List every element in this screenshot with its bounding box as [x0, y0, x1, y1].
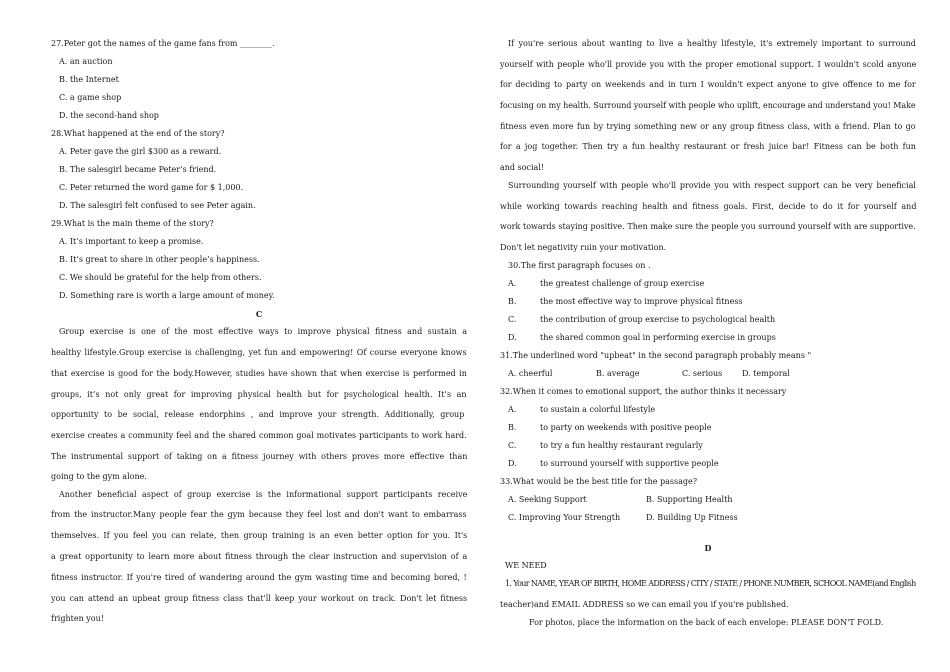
q30-option-c [508, 315, 775, 325]
q27-stem: 27.Peter got the names of the game fans from ________. [51, 39, 275, 48]
q32-stem: 32.When it comes to emotional support, the author thinks it necessary [500, 387, 787, 396]
q27-option-c: C. a game shop [59, 93, 122, 102]
item1-line2: teacher)and EMAIL ADDRESS so we can email you if you're published. [500, 600, 789, 609]
passage-c-para4-line: Don't let negativity ruin your motivation. [500, 243, 667, 252]
q29-stem: 29.What is the main theme of the story? [51, 219, 214, 228]
option-text: the shared common goal in performing exercise in groups [540, 333, 776, 342]
q31-option-a: A. cheerful [508, 369, 553, 378]
item1-line1: 1. Your NAME, YEAR OF BIRTH, HOME ADDRESS / CITY / STATE / PHONE NUMBER, SCHOOL NAME(and English [505, 579, 916, 588]
passage-c-para3-line: If you're serious about wanting to live a healthy lifestyle, it's extremely important to surround [508, 39, 916, 48]
passage-c-para1-line: The instrumental support of taking on a fitness journey with others proves more effective than [51, 452, 468, 461]
passage-c-para3-line: for a jog together. Then try a fun healthy restaurant or fresh juice bar! Fitness can be both fun [500, 142, 916, 151]
passage-c-para2-line: a great opportunity to learn more about fitness through the clear instruction and supervision of a [51, 552, 468, 561]
q32-option-a [508, 405, 655, 415]
q31-options-row [508, 369, 790, 379]
q33-options-row-2 [508, 513, 738, 523]
passage-c-para3-line: focusing on my health. Surround yourself with people who uplift, encourage and understand you! Make [500, 101, 916, 110]
q32-option-b [508, 423, 711, 433]
q28-stem: 28.What happened at the end of the story? [51, 129, 225, 138]
passage-c-para1-line: Group exercise is one of the most effective ways to improve physical fitness and sustain a [59, 327, 467, 336]
passage-c-para2-line: from the instructor.Many people fear the gym because they feel lost and don't want to embarrass [51, 510, 467, 519]
q29-option-a: A. It’s important to keep a promise. [59, 237, 204, 246]
section-d-heading: D [704, 543, 712, 553]
photos-instruction: For photos, place the information on the back of each envelope: PLEASE DON'T FOLD. [529, 618, 884, 627]
passage-c-para1-line: that exercise is good for the body.However, studies have shown that when exercise is performed in [51, 369, 467, 378]
option-text: to try a fun healthy restaurant regularly [540, 441, 703, 450]
q30-stem: 30.The first paragraph focuses on . [508, 261, 651, 270]
option-text: the greatest challenge of group exercise [540, 279, 705, 288]
q28-option-b: B. The salesgirl became Peter’s friend. [59, 165, 217, 174]
passage-c-para4-line: Surrounding yourself with people who'll provide you with respect support can be very beneficial [508, 181, 916, 190]
q31-option-b: B. average [596, 369, 640, 378]
passage-c-para4-line: while working towards reaching health and fitness goals. First, decide to do it for yourself and [500, 202, 917, 211]
option-letter: D. [508, 333, 517, 342]
q33-stem: 33.What would be the best title for the passage? [500, 477, 698, 486]
q32-option-c [508, 441, 703, 451]
q29-option-b: B. It’s great to share in other people’s happiness. [59, 255, 260, 264]
option-letter: A. [508, 279, 517, 288]
passage-c-para2-line: fitness instructor. If you're tired of wandering around the gym wasting time and becoming bored, ! [51, 573, 467, 582]
option-text: to sustain a colorful lifestyle [540, 405, 656, 414]
section-c-heading: C [255, 309, 263, 319]
q29-option-c: C. We should be grateful for the help from others. [59, 273, 262, 282]
q28-option-a: A. Peter gave the girl $300 as a reward. [59, 147, 222, 156]
option-letter: C. [508, 441, 517, 450]
passage-c-para3-line: yourself with people who'll provide you with the proper emotional support. I wouldn't scold anyone [500, 60, 917, 69]
option-letter: B. [508, 423, 517, 432]
q28-option-c: C. Peter returned the word game for $ 1,000. [59, 183, 244, 192]
q33-option-b: B. Supporting Health [646, 495, 733, 504]
q30-option-a [508, 279, 704, 289]
q33-option-a: A. Seeking Support [508, 495, 587, 504]
q27-option-a: A. an auction [59, 57, 113, 66]
option-letter: C. [508, 315, 517, 324]
passage-c-para2-line: you can attend an upbeat group fitness class that'll keep your workout on track. Don't let fitness [51, 594, 468, 603]
option-letter: B. [508, 297, 517, 306]
passage-c-para1-line: groups, it’s not only great for improving physical health but for psychological health. It’s an [51, 390, 467, 399]
passage-c-para1-line: going to the gym alone. [51, 472, 147, 481]
option-text: to surround yourself with supportive people [540, 459, 719, 468]
passage-c-para3-line: and social! [500, 163, 545, 172]
option-letter: D. [508, 459, 517, 468]
passage-c-para3-line: fitness even more fun by trying something new or any group fitness class, with a friend. Plan to go [500, 122, 916, 131]
q33-option-c: C. Improving Your Strength [508, 513, 621, 522]
passage-c-para1-line: opportunity to be social, release endorphins , and improve your strength. Additionally, group [51, 410, 465, 419]
q29-option-d: D. Something rare is worth a large amount of money. [59, 291, 275, 300]
passage-c-para1-line: exercise creates a community feel and the shared common goal motivates participants to work hard. [51, 431, 467, 440]
option-text: the most effective way to improve physical fitness [540, 297, 743, 306]
passage-c-para4-line: work towards staying positive. Then make sure the people you surround yourself with are supportive. [500, 222, 916, 231]
q30-option-b [508, 297, 743, 307]
passage-c-para2-line: frighten you! [51, 614, 104, 623]
q33-option-d: D. Building Up Fitness [646, 513, 738, 522]
passage-c-para3-line: for deciding to party on weekends and in turn I wouldn't expect anyone to give offence to me for [500, 80, 916, 89]
q27-option-b: B. the Internet [59, 75, 119, 84]
q31-option-c: C. serious [682, 369, 723, 378]
q31-option-d: D. temporal [742, 369, 790, 378]
passage-c-para1-line: healthy lifestyle.Group exercise is challenging, yet fun and empowering! Of course everyone knows [51, 348, 467, 357]
option-text: the contribution of group exercise to psychological health [540, 315, 776, 324]
option-letter: A. [508, 405, 517, 414]
q30-option-d [508, 333, 776, 343]
q27-option-d: D. the second-hand shop [59, 111, 159, 120]
q31-stem: 31.The underlined word "upbeat" in the second paragraph probably means " [500, 351, 812, 360]
q32-option-d [508, 459, 719, 469]
q33-options-row-1 [508, 495, 732, 505]
passage-c-para2-line: themselves. If you feel you can relate, then group training is an even better option for you. It's [51, 531, 468, 540]
option-text: to party on weekends with positive people [540, 423, 712, 432]
we-need-heading: WE NEED [505, 561, 547, 570]
q28-option-d: D. The salesgirl felt confused to see Peter again. [59, 201, 256, 210]
passage-c-para2-line: Another beneficial aspect of group exercise is the informational support participants receive [59, 490, 468, 499]
